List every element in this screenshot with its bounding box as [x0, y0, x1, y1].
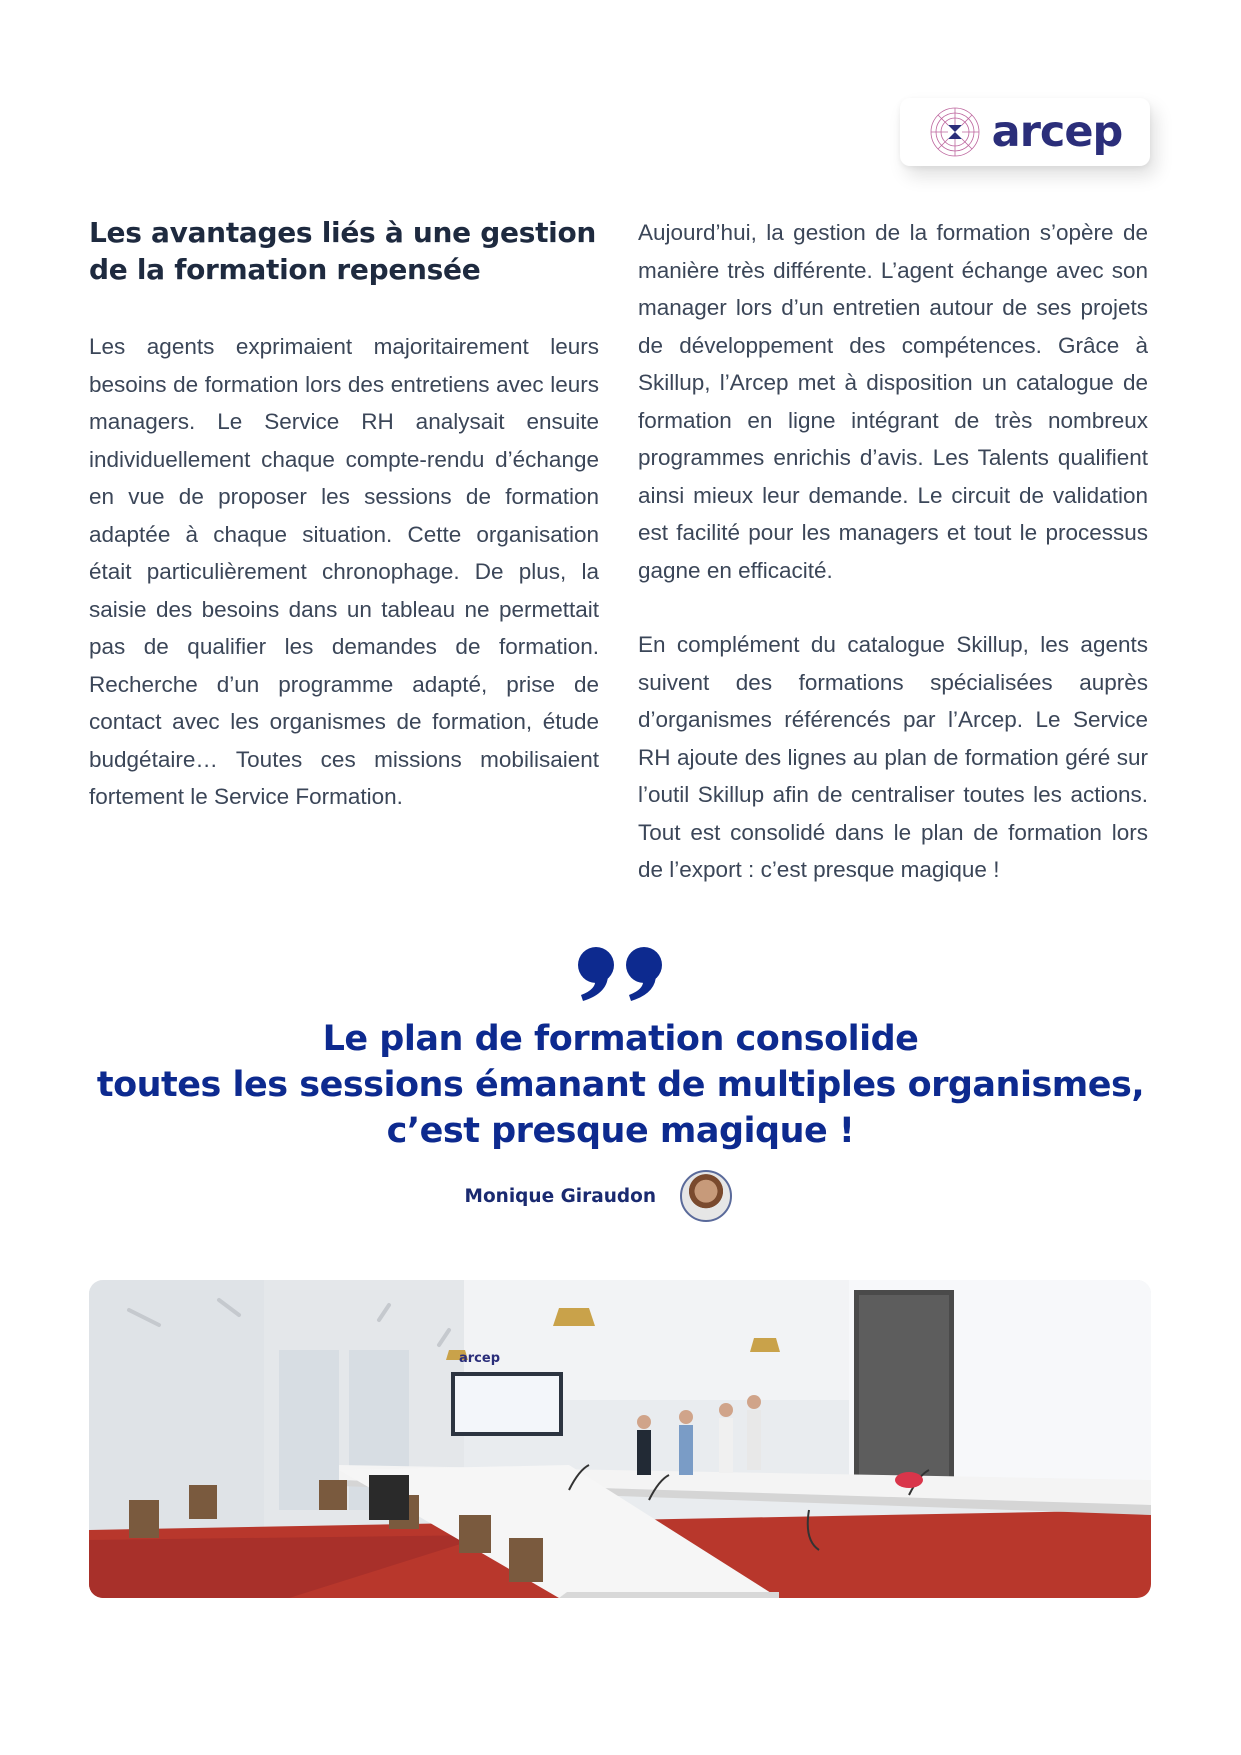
logo-text: arcep	[991, 106, 1123, 157]
quote-line-2: toutes les sessions émanant de multiples organismes,	[96, 1065, 1145, 1105]
pull-quote	[60, 1016, 1181, 1154]
author-name: Monique Giraudon	[464, 1185, 656, 1207]
right-paragraph-2: En complément du catalogue Skillup, les agents suivent des formations spécialisées auprès d’organismes référencés par l’Arcep. Le Service RH ajoute des lignes au plan de formation géré sur l’outil Skillup afin de centraliser toutes les actions. Tout est consolidé dans le plan de formation lors de l’export : c’est presque magique !	[638, 632, 1148, 882]
arcep-logo	[900, 98, 1150, 166]
left-column	[89, 214, 599, 816]
meeting-room-photo	[89, 1280, 1151, 1598]
avatar	[680, 1170, 732, 1222]
quote-mark-icon	[575, 945, 667, 1003]
photo-sign-text: arcep	[459, 1351, 501, 1366]
left-paragraph: Les agents exprimaient majoritairement leurs besoins de formation lors des entretiens avec leurs managers. Le Service RH analysait ensuite individuellement chaque compte-rendu d’échange en vue de proposer les sessions de formation adaptée à chaque situation. Cette organisation était particulièrement chronophage. De plus, la saisie des besoins dans un tableau ne permettait pas de qualifier les demandes de formation. Recherche d’un programme adapté, prise de contact avec les organismes de formation, étude budgétaire… Toutes ces missions mobilisaient fortement le Service Formation.	[89, 334, 599, 809]
quote-line-1: Le plan de formation consolide	[322, 1019, 919, 1059]
right-column	[638, 214, 1148, 889]
section-heading: Les avantages liés à une gestion de la formation repensée	[89, 216, 597, 286]
quote-author	[400, 1168, 732, 1224]
right-paragraph-1: Aujourd’hui, la gestion de la formation s’opère de manière très différente. L’agent échange avec son manager lors d’un entretien autour de ses projets de développement des compétences. Grâce à Skillup, l’Arcep met à disposition un catalogue de formation en ligne intégrant de très nombreux programmes enrichis d’avis. Les Talents qualifient ainsi mieux leur demande. Le circuit de validation est facilité pour les managers et tout le processus gagne en efficacité.	[638, 220, 1148, 583]
arcep-logo-icon	[928, 105, 982, 159]
quote-line-3: c’est presque magique !	[386, 1111, 855, 1151]
